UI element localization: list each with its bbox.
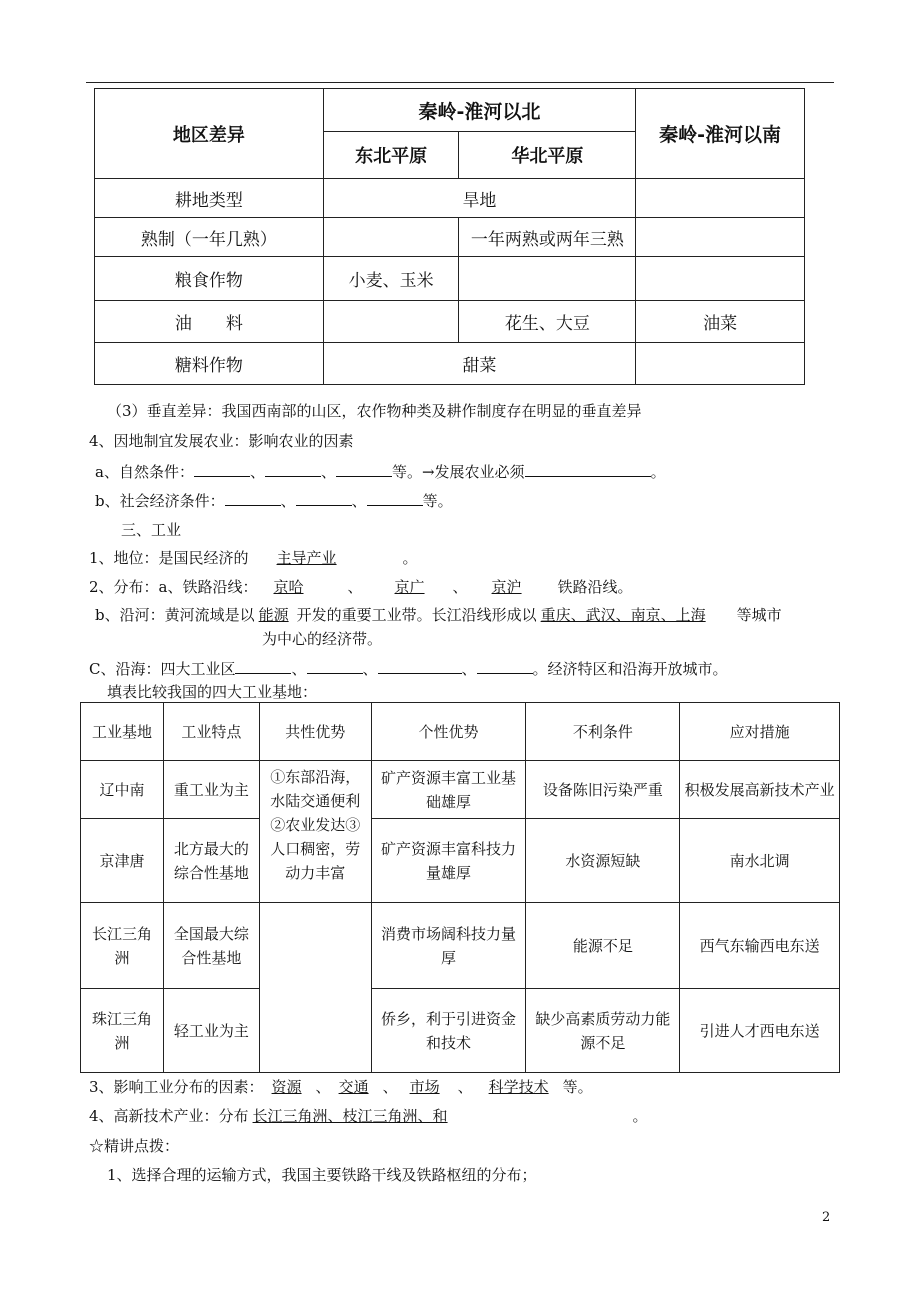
blank-field[interactable] — [307, 659, 363, 674]
answer-underline: 重庆、武汉、南京、上海 — [540, 606, 706, 624]
agriculture-comparison-table — [94, 88, 805, 385]
header-rule — [86, 82, 834, 83]
natural-conditions-line: a、自然条件： 、 、 等。→发展农业必须 。 — [95, 463, 666, 481]
table-row — [95, 257, 805, 301]
disadvantage: 缺少高素质劳动力能源不足 — [526, 989, 680, 1073]
answer-underline: 市场 — [409, 1078, 440, 1096]
blank-field[interactable] — [225, 491, 281, 506]
key-points-heading: ☆精讲点拨： — [89, 1137, 180, 1155]
base-feature: 重工业为主 — [163, 761, 259, 819]
north-header: 秦岭-淮河以北 — [323, 89, 636, 132]
northeast-plain-header: 东北平原 — [323, 132, 459, 179]
base-feature: 全国最大综合性基地 — [163, 903, 259, 989]
base-name: 辽中南 — [81, 761, 164, 819]
measure: 南水北调 — [680, 819, 840, 903]
blank-field[interactable] — [525, 462, 651, 477]
blank-field[interactable] — [265, 462, 321, 477]
individual-advantage: 侨乡，利于引进资金和技术 — [371, 989, 526, 1073]
common-advantage: ①东部沿海，水陆交通便利②农业发达③人口稠密，劳动力丰富 — [259, 761, 371, 903]
header-common: 共性优势 — [259, 703, 371, 761]
blank-field[interactable] — [378, 659, 462, 674]
agri-factors-heading: 4、因地制宜发展农业：影响农业的因素 — [89, 432, 354, 450]
industry-status-line: 1、地位：是国民经济的 主导产业 。 — [89, 549, 418, 567]
answer-underline: 长江三角洲、枝江三角洲、和 — [252, 1107, 448, 1125]
high-tech-line: 4、高新技术产业：分布 长江三角洲、枝江三角洲、和 。 — [89, 1107, 648, 1125]
measure: 引进人才西电东送 — [680, 989, 840, 1073]
table-row — [81, 903, 840, 989]
river-distribution-line-cont: 为中心的经济带。 — [262, 630, 383, 648]
cell-value — [323, 301, 459, 343]
table-row — [81, 761, 840, 819]
table-row — [95, 343, 805, 385]
blank-field[interactable] — [235, 659, 291, 674]
cell-value — [636, 179, 805, 218]
individual-advantage: 消费市场阔科技力量厚 — [371, 903, 526, 989]
measure: 西气东输西电东送 — [680, 903, 840, 989]
table-header-row — [81, 703, 840, 761]
answer-underline: 能源 — [258, 606, 289, 624]
base-name: 珠江三角洲 — [81, 989, 164, 1073]
row-label: 油 料 — [95, 301, 324, 343]
industrial-bases-table — [80, 702, 840, 1073]
blank-field[interactable] — [336, 462, 392, 477]
answer-underline: 科学技术 — [488, 1078, 549, 1096]
cell-value: 一年两熟或两年三熟 — [459, 218, 636, 257]
measure: 积极发展高新技术产业 — [680, 761, 840, 819]
row-label: 糖料作物 — [95, 343, 324, 385]
cell-value: 小麦、玉米 — [323, 257, 459, 301]
header-base: 工业基地 — [81, 703, 164, 761]
region-diff-header: 地区差异 — [95, 89, 324, 179]
blank-field[interactable] — [296, 491, 352, 506]
header-disadvantage: 不利条件 — [526, 703, 680, 761]
individual-advantage: 矿产资源丰富工业基础雄厚 — [371, 761, 526, 819]
river-distribution-line: b、沿河：黄河流域是以 能源 开发的重要工业带。长江沿线形成以 重庆、武汉、南京、上海 等城市 — [95, 606, 782, 624]
table-row — [81, 819, 840, 903]
answer-underline: 京沪 — [491, 578, 522, 596]
cell-value — [636, 257, 805, 301]
row-label: 耕地类型 — [95, 179, 324, 218]
industry-section-heading: 三、工业 — [121, 521, 182, 539]
cell-value: 油菜 — [636, 301, 805, 343]
blank-field[interactable] — [194, 462, 250, 477]
south-header: 秦岭-淮河以南 — [636, 89, 805, 179]
disadvantage: 设备陈旧污染严重 — [526, 761, 680, 819]
cell-value — [459, 257, 636, 301]
answer-underline: 交通 — [338, 1078, 369, 1096]
social-conditions-line: b、社会经济条件： 、 、 等。 — [95, 492, 453, 510]
header-individual: 个性优势 — [371, 703, 526, 761]
common-advantage-cont — [259, 989, 371, 1073]
table-row — [95, 218, 805, 257]
individual-advantage: 矿产资源丰富科技力量雄厚 — [371, 819, 526, 903]
base-name: 长江三角洲 — [81, 903, 164, 989]
vertical-difference-line: （3）垂直差异：我国西南部的山区，农作物种类及耕作制度存在明显的垂直差异 — [107, 402, 642, 420]
disadvantage: 能源不足 — [526, 903, 680, 989]
key-point-1: 1、选择合理的运输方式，我国主要铁路干线及铁路枢纽的分布； — [107, 1166, 537, 1184]
cell-value — [636, 343, 805, 385]
disadvantage: 水资源短缺 — [526, 819, 680, 903]
blank-field[interactable] — [477, 659, 533, 674]
row-label: 粮食作物 — [95, 257, 324, 301]
answer-underline: 主导产业 — [276, 549, 337, 567]
blank-field[interactable] — [367, 491, 423, 506]
answer-underline: 京哈 — [273, 578, 304, 596]
industry-factors-line: 3、影响工业分布的因素： 资源 、 交通 、 市场 、 科学技术 等。 — [89, 1078, 593, 1096]
base-feature: 轻工业为主 — [163, 989, 259, 1073]
cell-value: 旱地 — [323, 179, 636, 218]
base-feature: 北方最大的综合性基地 — [163, 819, 259, 903]
table-row — [81, 989, 840, 1073]
railway-distribution-line: 2、分布：a、铁路沿线： 京哈 、 京广 、 京沪 铁路沿线。 — [89, 578, 633, 596]
base-name: 京津唐 — [81, 819, 164, 903]
cell-value — [636, 218, 805, 257]
answer-underline: 京广 — [394, 578, 425, 596]
row-label: 熟制（一年几熟） — [95, 218, 324, 257]
page-number: 2 — [822, 1210, 831, 1225]
coastal-distribution-line: C、沿海：四大工业区 、 、 、 。经济特区和沿海开放城市。 — [89, 660, 728, 678]
common-advantage-cont — [259, 903, 371, 989]
table-instruction: 填表比较我国的四大工业基地： — [107, 683, 318, 701]
table-row — [95, 179, 805, 218]
huabei-plain-header: 华北平原 — [459, 132, 636, 179]
cell-value — [323, 218, 459, 257]
header-measure: 应对措施 — [680, 703, 840, 761]
answer-underline: 资源 — [271, 1078, 302, 1096]
header-feature: 工业特点 — [163, 703, 259, 761]
cell-value: 甜菜 — [323, 343, 636, 385]
table-row — [95, 301, 805, 343]
cell-value: 花生、大豆 — [459, 301, 636, 343]
